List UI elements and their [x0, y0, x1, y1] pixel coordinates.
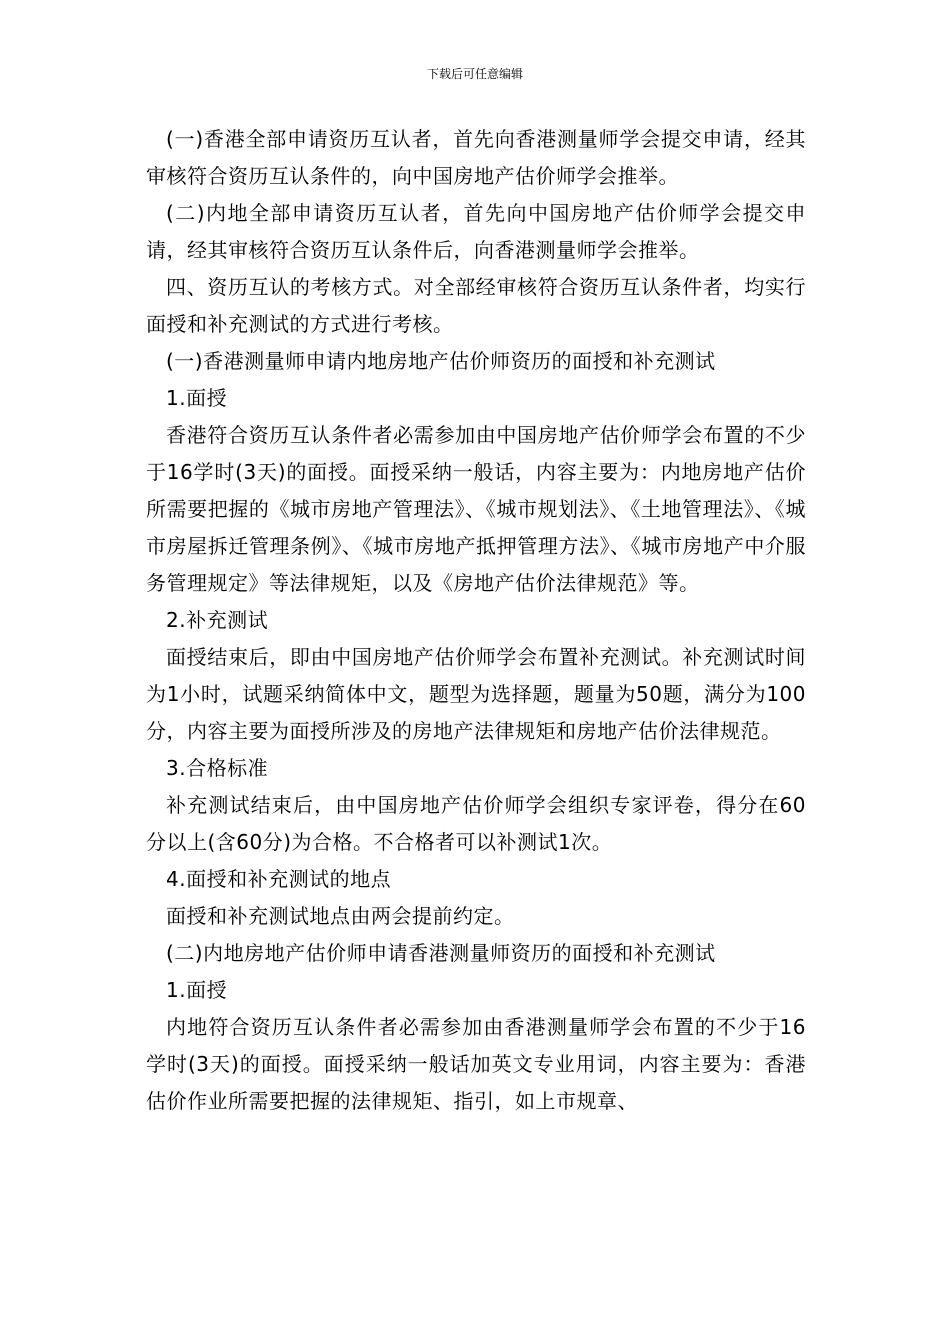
paragraph-test: 面授结束后，即由中国房地产估价师学会布置补充测试。补充测试时间为1小时，试题采纳简体中文，题型为选择题，题量为50题，满分为100分，内容主要为面授所涉及的房地产法律规矩和房地产估价法律规范。 [146, 645, 806, 743]
item-heading-training: 1.面授 [166, 386, 228, 410]
paragraph-mainland-application: (二)内地全部申请资历互认者，首先向中国房地产估价师学会提交申请，经其审核符合资历互认条件后，向香港测量师学会推举。 [146, 201, 806, 262]
item-heading-training-mainland: 1.面授 [166, 978, 228, 1002]
subsection-heading-mainland: (二)内地房地产估价师申请香港测量师资历的面授和补充测试 [166, 941, 716, 965]
page-header: 下载后可任意编辑 [426, 67, 523, 81]
subsection-heading-hk: (一)香港测量师申请内地房地产估价师资历的面授和补充测试 [166, 349, 716, 373]
paragraph-mainland-training: 内地符合资历互认条件者必需参加由香港测量师学会布置的不少于16学时(3天)的面授。面授采纳一般话加英文专业用词，内容主要为：香港估价作业所需要把握的法律规矩、指引，如上市规章、 [146, 1015, 806, 1113]
section-heading-assessment: 四、资历互认的考核方式。对全部经审核符合资历互认条件者，均实行面授和补充测试的方式进行考核。 [146, 275, 806, 336]
paragraph-location: 面授和补充测试地点由两会提前约定。 [166, 904, 515, 928]
paragraph-hk-training: 香港符合资历互认条件者必需参加由中国房地产估价师学会布置的不少于16学时(3天)的面授。面授采纳一般话，内容主要为：内地房地产估价所需要把握的《城市房地产管理法》、《城市规划法》、《土地管理法》、《城市房屋拆迁管理条例》、《城市房地产抵押管理方法》、《城市房地产中介服务管理规定》等法律规矩，以及《房地产估价法律规范》等。 [146, 423, 806, 595]
document-body [146, 121, 806, 1120]
paragraph-standard: 补充测试结束后，由中国房地产估价师学会组织专家评卷，得分在60分以上(含60分)为合格。不合格者可以补测试1次。 [146, 793, 806, 854]
item-heading-standard: 3.合格标准 [166, 756, 269, 780]
paragraph-hk-application: (一)香港全部申请资历互认者，首先向香港测量师学会提交申请，经其审核符合资历互认条件的，向中国房地产估价师学会推举。 [146, 127, 806, 188]
item-heading-test: 2.补充测试 [166, 608, 269, 632]
item-heading-location: 4.面授和补充测试的地点 [166, 867, 392, 891]
